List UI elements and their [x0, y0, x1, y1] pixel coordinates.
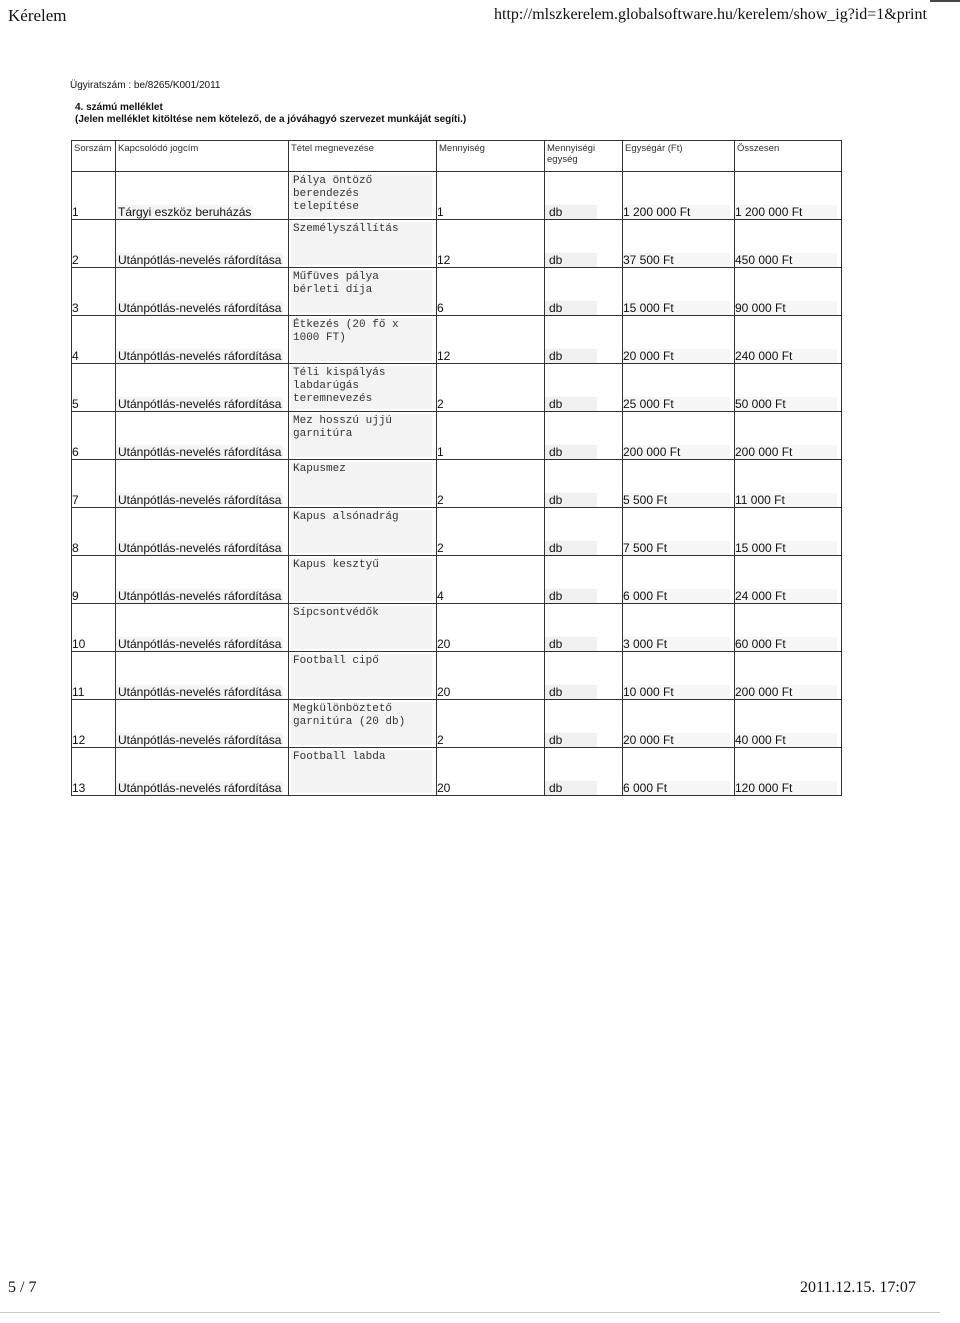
table-row: [72, 364, 842, 412]
row-unit-price-cell: [623, 652, 735, 700]
page-number: 5 / 7: [8, 1279, 37, 1296]
row-unit-cell: [545, 652, 623, 700]
row-quantity: 20: [437, 604, 545, 652]
row-tetel-cell: [289, 604, 437, 652]
row-total: 450 000 Ft: [735, 253, 837, 267]
page-header-url: http://mlszkerelem.globalsoftware.hu/kerelem/show_ig?id=1&print: [494, 6, 927, 23]
row-unit-price-cell: [623, 604, 735, 652]
table-row: [72, 412, 842, 460]
row-tetel-cell: [289, 748, 437, 796]
row-unit-price: 6 000 Ft: [623, 781, 730, 795]
row-jogcim-cell: [116, 460, 289, 508]
row-total-cell: [735, 316, 842, 364]
row-unit: db: [545, 541, 597, 555]
row-total: 60 000 Ft: [735, 637, 837, 651]
row-unit-price: 10 000 Ft: [623, 685, 730, 699]
row-unit: db: [545, 301, 597, 315]
row-tetel: Téli kispályás labdarúgás teremnevezés: [291, 366, 432, 409]
row-tetel: Football cipő: [291, 654, 432, 697]
row-total-cell: [735, 652, 842, 700]
row-unit-cell: [545, 604, 623, 652]
attachment-note: (Jelen melléklet kitöltése nem kötelező, de a jóváhagyó szervezet munkáját segíti.): [75, 114, 467, 125]
row-jogcim-cell: [116, 700, 289, 748]
row-unit-price-cell: [623, 556, 735, 604]
row-number: 9: [72, 556, 116, 604]
row-quantity: 1: [437, 412, 545, 460]
row-unit-price-cell: [623, 268, 735, 316]
row-tetel-cell: [289, 172, 437, 220]
row-unit-cell: [545, 364, 623, 412]
row-tetel-cell: [289, 556, 437, 604]
table-row: [72, 604, 842, 652]
row-tetel-cell: [289, 700, 437, 748]
row-total-cell: [735, 604, 842, 652]
row-quantity: 1: [437, 172, 545, 220]
row-jogcim: Utánpótlás-nevelés ráfordítása: [118, 445, 282, 459]
row-tetel: Sípcsontvédők: [291, 606, 432, 649]
row-unit-cell: [545, 412, 623, 460]
row-quantity: 2: [437, 700, 545, 748]
row-unit-price: 20 000 Ft: [623, 349, 730, 363]
attachment-heading: [75, 102, 466, 126]
row-unit-price-cell: [623, 364, 735, 412]
row-quantity: 12: [437, 316, 545, 364]
row-unit-price-cell: [623, 460, 735, 508]
top-edge-line: [930, 0, 960, 2]
row-jogcim: Utánpótlás-nevelés ráfordítása: [118, 253, 282, 267]
row-quantity: 20: [437, 652, 545, 700]
row-tetel: Kapusmez: [291, 462, 432, 505]
table-row: [72, 172, 842, 220]
row-total: 40 000 Ft: [735, 733, 837, 747]
row-number: 12: [72, 700, 116, 748]
col-header-osszesen: Összesen: [735, 141, 842, 172]
bottom-edge-line: [0, 1312, 940, 1313]
row-jogcim: Utánpótlás-nevelés ráfordítása: [118, 685, 282, 699]
row-unit: db: [545, 349, 597, 363]
row-unit-price: 200 000 Ft: [623, 445, 730, 459]
row-unit-cell: [545, 220, 623, 268]
page-header-title: Kérelem: [8, 6, 67, 25]
row-unit-price: 5 500 Ft: [623, 493, 730, 507]
row-number: 13: [72, 748, 116, 796]
row-jogcim: Utánpótlás-nevelés ráfordítása: [118, 349, 282, 363]
row-total: 90 000 Ft: [735, 301, 837, 315]
row-number: 8: [72, 508, 116, 556]
row-jogcim-cell: [116, 748, 289, 796]
row-total-cell: [735, 220, 842, 268]
row-total-cell: [735, 172, 842, 220]
table-row: [72, 268, 842, 316]
row-tetel-cell: [289, 364, 437, 412]
row-jogcim-cell: [116, 652, 289, 700]
row-jogcim-cell: [116, 556, 289, 604]
row-number: 5: [72, 364, 116, 412]
row-unit: db: [545, 253, 597, 267]
row-tetel-cell: [289, 508, 437, 556]
row-quantity: 6: [437, 268, 545, 316]
row-quantity: 4: [437, 556, 545, 604]
row-jogcim: Utánpótlás-nevelés ráfordítása: [118, 493, 282, 507]
row-jogcim-cell: [116, 172, 289, 220]
table-row: [72, 316, 842, 364]
items-table: [71, 140, 842, 796]
row-unit-price: 37 500 Ft: [623, 253, 730, 267]
row-unit-cell: [545, 556, 623, 604]
row-total-cell: [735, 556, 842, 604]
row-total: 50 000 Ft: [735, 397, 837, 411]
row-jogcim-cell: [116, 604, 289, 652]
row-jogcim: Utánpótlás-nevelés ráfordítása: [118, 301, 282, 315]
row-tetel-cell: [289, 460, 437, 508]
col-header-egyseg: Mennyiségi egység: [545, 141, 623, 172]
row-total: 15 000 Ft: [735, 541, 837, 555]
row-unit-price: 20 000 Ft: [623, 733, 730, 747]
row-unit-price-cell: [623, 748, 735, 796]
row-jogcim: Utánpótlás-nevelés ráfordítása: [118, 397, 282, 411]
row-total-cell: [735, 268, 842, 316]
row-number: 2: [72, 220, 116, 268]
row-unit-price: 3 000 Ft: [623, 637, 730, 651]
row-total-cell: [735, 460, 842, 508]
row-number: 7: [72, 460, 116, 508]
table-row: [72, 460, 842, 508]
row-tetel-cell: [289, 412, 437, 460]
col-header-egysegar: Egységár (Ft): [623, 141, 735, 172]
row-unit-price: 6 000 Ft: [623, 589, 730, 603]
table-row: [72, 748, 842, 796]
row-quantity: 2: [437, 508, 545, 556]
row-total-cell: [735, 412, 842, 460]
row-tetel: Football labda: [291, 750, 432, 793]
row-total-cell: [735, 508, 842, 556]
row-unit: db: [545, 733, 597, 747]
col-header-tetel: Tétel megnevezése: [289, 141, 437, 172]
row-quantity: 20: [437, 748, 545, 796]
row-unit: db: [545, 493, 597, 507]
table-row: [72, 700, 842, 748]
row-total-cell: [735, 700, 842, 748]
row-jogcim-cell: [116, 364, 289, 412]
row-number: 6: [72, 412, 116, 460]
row-unit-price: 15 000 Ft: [623, 301, 730, 315]
row-total-cell: [735, 748, 842, 796]
row-jogcim: Tárgyi eszköz beruházás: [118, 205, 252, 219]
row-jogcim-cell: [116, 220, 289, 268]
row-jogcim: Utánpótlás-nevelés ráfordítása: [118, 637, 282, 651]
row-jogcim-cell: [116, 268, 289, 316]
row-unit-cell: [545, 316, 623, 364]
row-quantity: 12: [437, 220, 545, 268]
row-tetel-cell: [289, 652, 437, 700]
row-unit-price: 7 500 Ft: [623, 541, 730, 555]
row-jogcim: Utánpótlás-nevelés ráfordítása: [118, 541, 282, 555]
row-unit-cell: [545, 172, 623, 220]
row-unit-cell: [545, 508, 623, 556]
row-unit-cell: [545, 268, 623, 316]
row-unit-price-cell: [623, 316, 735, 364]
row-tetel: Pálya öntöző berendezés telepítése: [291, 174, 432, 217]
row-tetel: Kapus alsónadrág: [291, 510, 432, 553]
row-total: 120 000 Ft: [735, 781, 837, 795]
print-datetime: 2011.12.15. 17:07: [800, 1279, 916, 1296]
row-unit: db: [545, 637, 597, 651]
table-header-row: [72, 141, 842, 172]
row-tetel: Megkülönböztető garnitúra (20 db): [291, 702, 432, 745]
row-quantity: 2: [437, 460, 545, 508]
row-tetel: Kapus kesztyű: [291, 558, 432, 601]
row-total-cell: [735, 364, 842, 412]
row-total: 240 000 Ft: [735, 349, 837, 363]
table-row: [72, 508, 842, 556]
row-total: 24 000 Ft: [735, 589, 837, 603]
col-header-jogcim: Kapcsolódó jogcím: [116, 141, 289, 172]
col-header-sorszam: Sorszám: [72, 141, 116, 172]
row-total: 200 000 Ft: [735, 445, 837, 459]
table-row: [72, 556, 842, 604]
row-tetel: Mez hosszú ujjú garnitúra: [291, 414, 432, 457]
row-unit-price: 1 200 000 Ft: [623, 205, 730, 219]
row-unit: db: [545, 781, 597, 795]
table-row: [72, 220, 842, 268]
row-jogcim-cell: [116, 316, 289, 364]
row-jogcim-cell: [116, 508, 289, 556]
row-unit: db: [545, 685, 597, 699]
row-number: 1: [72, 172, 116, 220]
row-unit-price-cell: [623, 700, 735, 748]
row-tetel: Műfüves pálya bérleti díja: [291, 270, 432, 313]
row-unit-cell: [545, 460, 623, 508]
row-tetel: Személyszállítás: [291, 222, 432, 265]
row-jogcim: Utánpótlás-nevelés ráfordítása: [118, 733, 282, 747]
row-number: 3: [72, 268, 116, 316]
row-unit-price-cell: [623, 412, 735, 460]
row-tetel: Étkezés (20 fő x 1000 FT): [291, 318, 432, 361]
col-header-mennyiseg: Mennyiség: [437, 141, 545, 172]
row-unit-price-cell: [623, 508, 735, 556]
table-body: [72, 172, 842, 796]
row-jogcim: Utánpótlás-nevelés ráfordítása: [118, 589, 282, 603]
attachment-title: 4. számú melléklet: [75, 102, 163, 113]
row-tetel-cell: [289, 268, 437, 316]
case-number: Ügyiratszám : be/8265/K001/2011: [70, 80, 221, 91]
row-number: 4: [72, 316, 116, 364]
row-unit: db: [545, 397, 597, 411]
row-jogcim-cell: [116, 412, 289, 460]
row-unit-cell: [545, 700, 623, 748]
row-unit-price-cell: [623, 172, 735, 220]
row-total: 200 000 Ft: [735, 685, 837, 699]
row-unit: db: [545, 589, 597, 603]
row-jogcim: Utánpótlás-nevelés ráfordítása: [118, 781, 282, 795]
table-row: [72, 652, 842, 700]
row-number: 11: [72, 652, 116, 700]
row-unit-cell: [545, 748, 623, 796]
row-quantity: 2: [437, 364, 545, 412]
row-unit: db: [545, 445, 597, 459]
row-number: 10: [72, 604, 116, 652]
row-unit-price-cell: [623, 220, 735, 268]
row-total: 1 200 000 Ft: [735, 205, 837, 219]
row-tetel-cell: [289, 220, 437, 268]
row-total: 11 000 Ft: [735, 493, 837, 507]
row-unit: db: [545, 205, 597, 219]
row-tetel-cell: [289, 316, 437, 364]
row-unit-price: 25 000 Ft: [623, 397, 730, 411]
